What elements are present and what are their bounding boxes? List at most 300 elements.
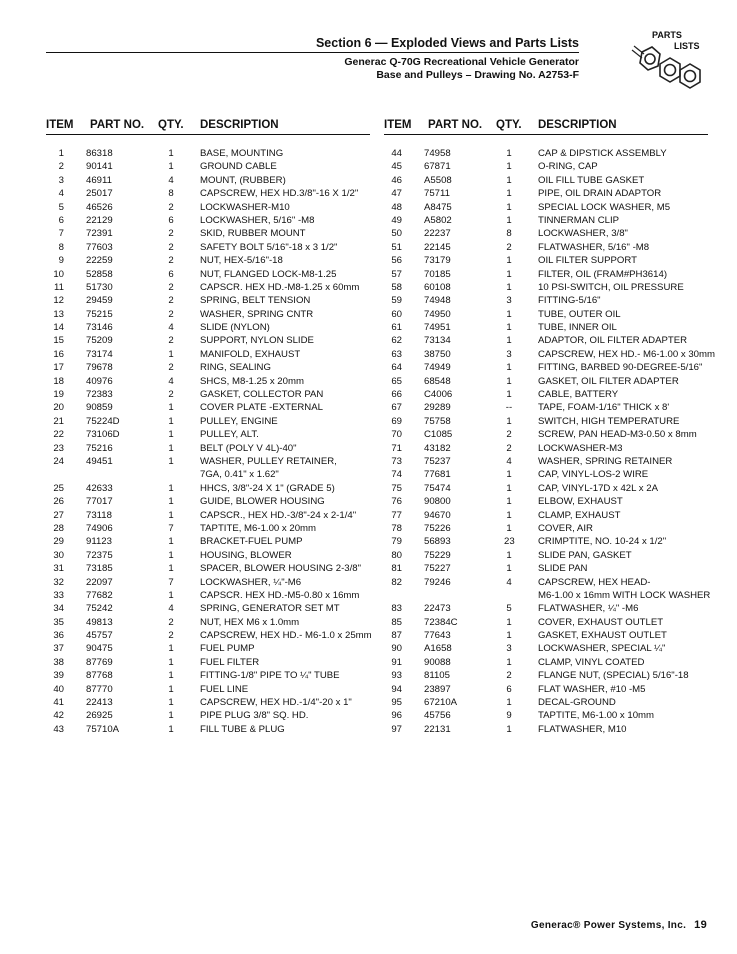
description: NUT, HEX-5/16"-18 — [200, 255, 283, 267]
description: FLATWASHER, M10 — [538, 723, 627, 735]
quantity: 1 — [168, 536, 174, 548]
item-number: 81 — [391, 563, 402, 575]
quantity: 2 — [168, 295, 174, 307]
part-number: 90859 — [86, 402, 113, 414]
description: HHCS, 3/8"-24 X 1" (GRADE 5) — [200, 482, 335, 494]
quantity: 1 — [506, 482, 512, 494]
part-number: 75209 — [86, 335, 113, 347]
quantity: 1 — [506, 335, 512, 347]
table-row — [384, 642, 708, 655]
table-row — [46, 522, 370, 535]
item-number: 22 — [53, 429, 64, 441]
part-number: 73179 — [424, 255, 451, 267]
quantity: 2 — [506, 241, 512, 253]
description: FUEL PUMP — [200, 643, 255, 655]
parts-table-left — [46, 117, 370, 736]
part-number: 90141 — [86, 161, 113, 173]
part-number: 29289 — [424, 402, 451, 414]
column-headers — [384, 117, 708, 135]
item-number: 93 — [391, 670, 402, 682]
header-item: ITEM — [46, 119, 74, 131]
part-number: 29459 — [86, 295, 113, 307]
table-row — [384, 227, 708, 240]
quantity: 9 — [506, 710, 512, 722]
quantity: 1 — [506, 723, 512, 735]
part-number: 68548 — [424, 375, 451, 387]
item-number: 80 — [391, 549, 402, 561]
quantity: 1 — [168, 415, 174, 427]
quantity: 1 — [506, 281, 512, 293]
item-number: 30 — [53, 549, 64, 561]
part-number: 77603 — [86, 241, 113, 253]
parts-rows-left — [46, 147, 370, 736]
part-number: 52858 — [86, 268, 113, 280]
item-number: 46 — [391, 174, 402, 186]
part-number: 74949 — [424, 362, 451, 374]
part-number: 75711 — [424, 188, 450, 200]
table-row — [384, 482, 708, 495]
header-part-no: PART NO. — [90, 119, 145, 131]
description: BRACKET-FUEL PUMP — [200, 536, 303, 548]
quantity: 23 — [504, 536, 515, 548]
description: SLIDE PAN, GASKET — [538, 549, 632, 561]
item-number: 60 — [391, 308, 402, 320]
item-number: 62 — [391, 335, 402, 347]
part-number: 73146 — [86, 322, 113, 334]
table-row — [46, 241, 370, 254]
table-row — [384, 308, 708, 321]
quantity: 1 — [506, 188, 512, 200]
description: CAPSCREW, HEX HD.3/8"-16 X 1/2" — [200, 188, 359, 200]
generator-model-title: Generac Q-70G Recreational Vehicle Generator — [344, 56, 579, 68]
quantity: 1 — [506, 656, 512, 668]
description: O-RING, CAP — [538, 161, 598, 173]
description: SKID, RUBBER MOUNT — [200, 228, 306, 240]
quantity: 1 — [506, 255, 512, 267]
item-number: 73 — [391, 455, 402, 467]
quantity: 2 — [506, 429, 512, 441]
page-footer — [531, 919, 707, 931]
quantity: 1 — [506, 362, 512, 374]
table-row — [384, 268, 708, 281]
quantity: 5 — [506, 603, 512, 615]
table-row — [46, 576, 370, 589]
part-number: 22259 — [86, 255, 113, 267]
quantity: 1 — [506, 522, 512, 534]
item-number: 38 — [53, 656, 64, 668]
item-number: 49 — [391, 214, 402, 226]
description: COVER, AIR — [538, 522, 593, 534]
quantity: 4 — [168, 375, 174, 387]
part-number: 77643 — [424, 630, 451, 642]
description: FITTING-5/16" — [538, 295, 601, 307]
table-row — [384, 375, 708, 388]
description: WASHER, SPRING CNTR — [200, 308, 314, 320]
table-row — [46, 361, 370, 374]
quantity: 4 — [168, 322, 174, 334]
description: GASKET, EXHAUST OUTLET — [538, 630, 667, 642]
parts-rows-right — [384, 147, 715, 736]
description: CAPSCR. HEX HD.-M8-1.25 x 60mm — [200, 281, 360, 293]
part-number: 73174 — [86, 348, 113, 360]
part-number: 74951 — [424, 322, 451, 334]
part-number: 86318 — [86, 148, 113, 159]
table-row — [46, 268, 370, 281]
item-number: 21 — [53, 415, 64, 427]
description: CLAMP, EXHAUST — [538, 509, 621, 521]
part-number: 72375 — [86, 549, 113, 561]
table-row — [46, 696, 370, 709]
part-number: 75474 — [424, 482, 451, 494]
part-number: 40976 — [86, 375, 113, 387]
table-row — [384, 214, 708, 227]
part-number: 67210A — [424, 697, 458, 709]
quantity: 2 — [168, 335, 174, 347]
table-row — [46, 589, 370, 602]
item-number: 83 — [391, 603, 402, 615]
part-number: 46526 — [86, 201, 113, 213]
table-row — [384, 294, 708, 307]
item-number: 6 — [58, 214, 64, 226]
description: MOUNT, (RUBBER) — [200, 174, 286, 186]
description: TAPE, FOAM-1/16" THICK x 8' — [538, 402, 670, 414]
quantity: 4 — [506, 576, 512, 588]
part-number: 56893 — [424, 536, 451, 548]
part-number: 74958 — [424, 148, 451, 159]
description: PIPE, OIL DRAIN ADAPTOR — [538, 188, 662, 200]
quantity: 1 — [506, 174, 512, 186]
quantity: 1 — [506, 308, 512, 320]
item-number: 59 — [391, 295, 402, 307]
part-number: 22129 — [86, 214, 113, 226]
quantity: 2 — [168, 630, 174, 642]
table-row — [46, 642, 370, 655]
table-row — [46, 401, 370, 414]
description: FUEL FILTER — [200, 656, 260, 668]
part-number: 45757 — [86, 630, 113, 642]
description: FITTING, BARBED 90-DEGREE-5/16" — [538, 362, 703, 374]
quantity: 1 — [506, 322, 512, 334]
quantity: 1 — [168, 563, 174, 575]
table-row — [384, 160, 708, 173]
quantity: 1 — [168, 442, 174, 454]
part-number: 77682 — [86, 589, 113, 601]
description: LOCKWASHER-M10 — [200, 201, 290, 213]
quantity: 2 — [168, 616, 174, 628]
table-row — [384, 549, 708, 562]
header-item: ITEM — [384, 119, 412, 131]
item-number: 95 — [391, 697, 402, 709]
table-row — [46, 201, 370, 214]
description: LOCKWASHER, SPECIAL ¼" — [538, 643, 666, 655]
table-row — [46, 629, 370, 642]
item-number: 31 — [53, 563, 64, 575]
quantity: 2 — [168, 389, 174, 401]
description: 10 PSI-SWITCH, OIL PRESSURE — [538, 281, 684, 293]
description: GASKET, COLLECTOR PAN — [200, 389, 324, 401]
item-number: 47 — [391, 188, 402, 200]
part-number: 91123 — [86, 536, 112, 548]
item-number: 33 — [53, 589, 64, 601]
quantity: 1 — [168, 643, 174, 655]
item-number: 40 — [53, 683, 64, 695]
item-number: 9 — [58, 255, 64, 267]
table-row — [384, 576, 708, 589]
header-qty: QTY. — [158, 119, 184, 131]
table-row — [384, 656, 708, 669]
description: SPACER, BLOWER HOUSING 2-3/8" — [200, 563, 362, 575]
table-row — [384, 562, 708, 575]
table-row — [384, 281, 708, 294]
quantity: 2 — [168, 255, 174, 267]
table-row — [384, 254, 708, 267]
item-number: 3 — [58, 174, 64, 186]
part-number: 90088 — [424, 656, 451, 668]
part-number: 75710A — [86, 723, 120, 735]
item-number: 51 — [391, 241, 402, 253]
description: SPRING, BELT TENSION — [200, 295, 311, 307]
quantity: 1 — [506, 509, 512, 521]
quantity: 7 — [168, 576, 174, 588]
description: TINNERMAN CLIP — [538, 214, 620, 226]
part-number: A1658 — [424, 643, 452, 655]
description: PIPE PLUG 3/8" SQ. HD. — [200, 710, 309, 722]
part-number: 22131 — [424, 723, 451, 735]
part-number: A5508 — [424, 174, 452, 186]
description: LOCKWASHER-M3 — [538, 442, 623, 454]
description: SLIDE (NYLON) — [200, 322, 270, 334]
header-rule — [46, 52, 579, 53]
item-number: 13 — [53, 308, 64, 320]
item-number: 45 — [391, 161, 402, 173]
quantity: 6 — [506, 683, 512, 695]
description: FILTER, OIL (FRAM#PH3614) — [538, 268, 668, 280]
table-row — [384, 455, 708, 468]
part-number: 60108 — [424, 281, 451, 293]
table-row — [384, 321, 708, 334]
item-number: 41 — [53, 697, 64, 709]
table-row — [384, 388, 708, 401]
item-number: 14 — [53, 322, 64, 334]
table-row — [46, 509, 370, 522]
item-number: 57 — [391, 268, 402, 280]
part-number: 79678 — [86, 362, 113, 374]
item-number: 58 — [391, 281, 402, 293]
table-row — [384, 629, 708, 642]
table-row — [46, 254, 370, 267]
item-number: 91 — [391, 656, 402, 668]
part-number: 22473 — [424, 603, 451, 615]
table-row — [46, 683, 370, 696]
part-number: 72391 — [86, 228, 113, 240]
part-number: 75224D — [86, 415, 120, 427]
description: TUBE, INNER OIL — [538, 322, 617, 334]
description: SAFETY BOLT 5/16"-18 x 3 1/2" — [200, 241, 338, 253]
part-number: 72384C — [424, 616, 458, 628]
table-row — [384, 187, 708, 200]
description: WASHER, PULLEY RETAINER, — [200, 455, 337, 467]
header-part-no: PART NO. — [428, 119, 483, 131]
item-number: 15 — [53, 335, 64, 347]
description: TUBE, OUTER OIL — [538, 308, 621, 320]
description: CRIMPTITE, NO. 10-24 x 1/2" — [538, 536, 667, 548]
part-number: 73185 — [86, 563, 113, 575]
quantity: 1 — [168, 723, 174, 735]
table-row — [46, 495, 370, 508]
quantity: 1 — [506, 496, 512, 508]
part-number: 51730 — [86, 281, 113, 293]
quantity: 1 — [168, 670, 174, 682]
table-row — [46, 669, 370, 682]
quantity: 2 — [168, 308, 174, 320]
part-number: 74950 — [424, 308, 451, 320]
item-number: 70 — [391, 429, 402, 441]
table-row — [384, 535, 708, 548]
section-title: Section 6 — Exploded Views and Parts Lists — [315, 36, 579, 50]
part-number: 70185 — [424, 268, 451, 280]
item-number: 44 — [391, 148, 402, 159]
item-number: 43 — [53, 723, 64, 735]
item-number: 5 — [58, 201, 64, 213]
description: RING, SEALING — [200, 362, 271, 374]
part-number: 90475 — [86, 643, 113, 655]
item-number: 76 — [391, 496, 402, 508]
description: CAPSCR., HEX HD.-3/8"-24 x 2-1/4" — [200, 509, 357, 521]
quantity: 2 — [168, 228, 174, 240]
item-number: 34 — [53, 603, 64, 615]
item-number: 63 — [391, 348, 402, 360]
section-header — [316, 36, 579, 51]
description: ADAPTOR, OIL FILTER ADAPTER — [538, 335, 688, 347]
part-number: 79246 — [424, 576, 451, 588]
part-number: 77681 — [424, 469, 451, 481]
quantity: 4 — [168, 603, 174, 615]
table-row — [46, 602, 370, 615]
description: CABLE, BATTERY — [538, 389, 619, 401]
table-row — [46, 428, 370, 441]
table-row — [46, 535, 370, 548]
part-number: 25017 — [86, 188, 113, 200]
badge-line-lists: LISTS — [674, 41, 700, 51]
quantity: 1 — [506, 549, 512, 561]
part-number: 49451 — [86, 455, 113, 467]
part-number: 42633 — [86, 482, 113, 494]
part-number: 87768 — [86, 670, 113, 682]
part-number: 26925 — [86, 710, 113, 722]
table-row — [46, 388, 370, 401]
description: BELT (POLY V 4L)-40" — [200, 442, 297, 454]
description: PULLEY, ALT. — [200, 429, 259, 441]
table-row — [384, 147, 708, 160]
description: WASHER, SPRING RETAINER — [538, 455, 673, 467]
description: FITTING-1/8" PIPE TO ¼" TUBE — [200, 670, 340, 682]
quantity: 1 — [506, 268, 512, 280]
part-number: 22145 — [424, 241, 451, 253]
description: CAP, VINYL-17D x 42L x 2A — [538, 482, 658, 494]
table-row — [46, 160, 370, 173]
table-row — [384, 442, 708, 455]
quantity: 1 — [168, 697, 174, 709]
table-row — [46, 562, 370, 575]
item-number: 10 — [53, 268, 64, 280]
table-row — [46, 455, 370, 468]
item-number: 32 — [53, 576, 64, 588]
quantity: 2 — [506, 670, 512, 682]
item-number: 36 — [53, 630, 64, 642]
part-number: 67871 — [424, 161, 451, 173]
item-number: 96 — [391, 710, 402, 722]
table-row — [384, 495, 708, 508]
table-row — [384, 361, 708, 374]
description: FLATWASHER, ¼" -M6 — [538, 603, 639, 615]
part-number: 94670 — [424, 509, 451, 521]
item-number: 94 — [391, 683, 402, 695]
description: LOCKWASHER, ¼"-M6 — [200, 576, 302, 588]
quantity: 1 — [168, 455, 174, 467]
table-row — [384, 709, 708, 722]
quantity: 1 — [506, 697, 512, 709]
item-number: 37 — [53, 643, 64, 655]
quantity: 6 — [168, 268, 174, 280]
description: CAPSCREW, HEX HD.- M6-1.00 x 30mm — [538, 348, 715, 360]
part-number: 75758 — [424, 415, 451, 427]
table-row — [384, 616, 708, 629]
drawing-title: Base and Pulleys – Drawing No. A2753-F — [376, 69, 579, 81]
item-number: 8 — [58, 241, 64, 253]
table-row — [384, 696, 708, 709]
quantity: 1 — [168, 509, 174, 521]
item-number: 87 — [391, 630, 402, 642]
part-number: 23897 — [424, 683, 451, 695]
item-number: 16 — [53, 348, 64, 360]
header-subtitles — [344, 56, 579, 82]
table-row — [46, 415, 370, 428]
quantity: 1 — [506, 375, 512, 387]
quantity: 3 — [506, 643, 512, 655]
description: TAPTITE, M6-1.00 x 20mm — [200, 522, 317, 534]
description: SCREW, PAN HEAD-M3-0.50 x 8mm — [538, 429, 697, 441]
description: GASKET, OIL FILTER ADAPTER — [538, 375, 679, 387]
description: HOUSING, BLOWER — [200, 549, 292, 561]
item-number: 67 — [391, 402, 402, 414]
table-row — [384, 669, 708, 682]
part-number: 87770 — [86, 683, 113, 695]
item-number: 24 — [53, 455, 64, 467]
quantity: 1 — [506, 214, 512, 226]
description: SPECIAL LOCK WASHER, M5 — [538, 201, 671, 213]
quantity: 1 — [168, 161, 174, 173]
description: FUEL LINE — [200, 683, 249, 695]
column-headers — [46, 117, 370, 135]
description: FLAT WASHER, #10 -M5 — [538, 683, 646, 695]
description: CAP & DIPSTICK ASSEMBLY — [538, 148, 667, 159]
badge-line-parts: PARTS — [652, 30, 682, 40]
quantity: -- — [505, 402, 513, 414]
part-number: 43182 — [424, 442, 451, 454]
item-number: 39 — [53, 670, 64, 682]
table-row — [46, 375, 370, 388]
table-row — [46, 281, 370, 294]
quantity: 1 — [168, 710, 174, 722]
header-description: DESCRIPTION — [200, 119, 279, 131]
description: FLATWASHER, 5/16" -M8 — [538, 241, 650, 253]
item-number: 66 — [391, 389, 402, 401]
description: GUIDE, BLOWER HOUSING — [200, 496, 325, 508]
item-number: 79 — [391, 536, 402, 548]
table-row — [46, 147, 370, 160]
table-row — [46, 321, 370, 334]
part-number: 38750 — [424, 348, 451, 360]
